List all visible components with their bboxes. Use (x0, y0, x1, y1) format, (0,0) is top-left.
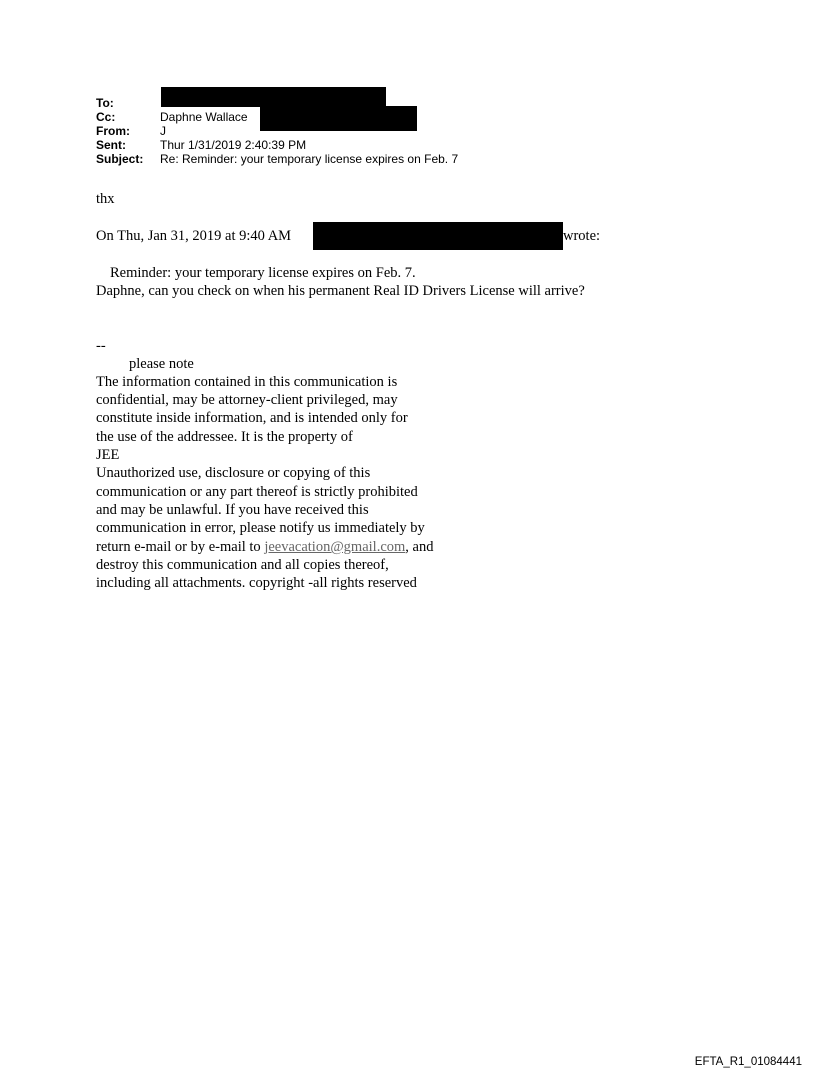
reply-text: thx (96, 191, 115, 207)
disclaimer-line: communication or any part thereof is strictly prohibited (96, 484, 418, 500)
disclaimer-email-suffix: , and (405, 539, 434, 555)
please-note: please note (129, 356, 194, 372)
redaction-bar-cc (260, 106, 417, 131)
from-label: From: (96, 124, 130, 138)
signature-separator: -- (96, 338, 106, 354)
disclaimer-line: communication in error, please notify us immediately by (96, 520, 425, 536)
redaction-bar-sender (313, 222, 563, 250)
disclaimer-line: constitute inside information, and is intended only for (96, 410, 408, 426)
subject-value: Re: Reminder: your temporary license expires on Feb. 7 (160, 152, 459, 166)
question-text: Daphne, can you check on when his permanent Real ID Drivers License will arrive? (96, 283, 585, 299)
from-value: J (160, 124, 166, 138)
quote-wrote: wrote: (563, 228, 601, 244)
disclaimer-line: JEE (96, 447, 120, 463)
disclaimer-line: including all attachments. copyright -all rights reserved (96, 575, 417, 591)
reminder-text: Reminder: your temporary license expires on Feb. 7. (110, 265, 416, 281)
redaction-bar-to (161, 87, 386, 107)
disclaimer-line: the use of the addressee. It is the property of (96, 429, 353, 445)
document-id: EFTA_R1_01084441 (694, 1056, 802, 1068)
to-label: To: (96, 96, 114, 110)
sent-value: Thur 1/31/2019 2:40:39 PM (160, 138, 307, 152)
disclaimer-line: The information contained in this communication is (96, 374, 398, 390)
disclaimer-line: destroy this communication and all copies thereof, (96, 557, 389, 573)
sent-label: Sent: (96, 138, 126, 152)
disclaimer-line-email (96, 538, 433, 556)
cc-value: Daphne Wallace (160, 110, 248, 124)
cc-label: Cc: (96, 110, 116, 124)
disclaimer-line: Unauthorized use, disclosure or copying of this (96, 465, 371, 481)
quote-intro: On Thu, Jan 31, 2019 at 9:40 AM (96, 228, 292, 244)
subject-label: Subject: (96, 152, 144, 166)
disclaimer-line: confidential, may be attorney-client privileged, may (96, 392, 398, 408)
disclaimer-email-prefix: return e-mail or by e-mail to (96, 539, 265, 555)
disclaimer-line: and may be unlawful. If you have received this (96, 502, 369, 518)
email-link[interactable]: jeevacation@gmail.com (264, 539, 406, 555)
